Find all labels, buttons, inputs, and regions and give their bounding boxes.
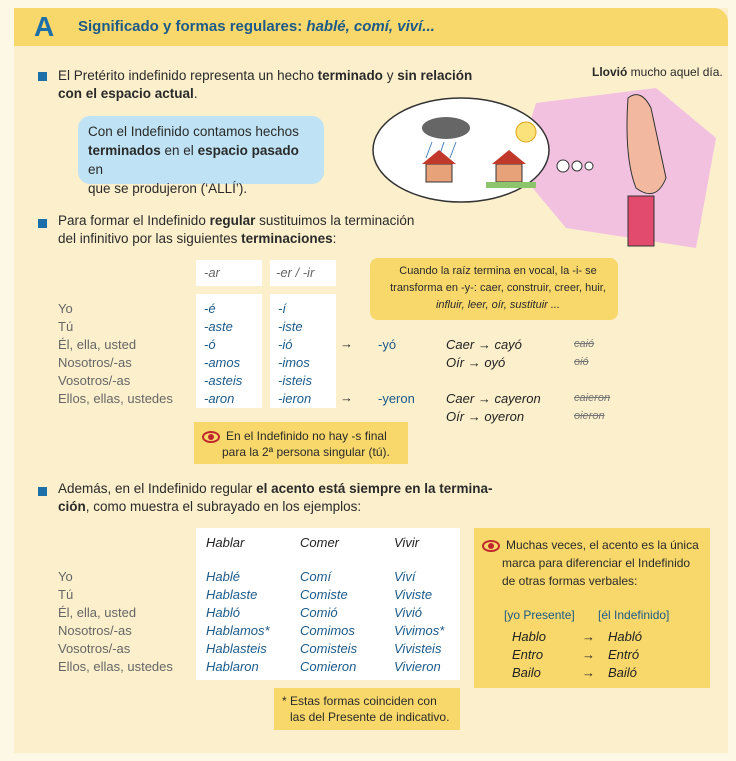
col-erir-header: -er / -ir [276,265,315,280]
ending-yeron: -yeron [378,391,415,406]
arrow-yeron: → [340,390,353,405]
eye-icon [482,540,500,552]
bullet-2 [38,219,47,228]
wrong-caieron: caieron [574,392,611,404]
erir-endings: -í -iste -ió -imos -isteis -ieron [278,301,312,406]
persons-list-1: Yo Tú Él, ella, usted Nosotros/-as Vosotros/-as Ellos, ellas, ustedes [58,301,173,406]
eye-icon [202,431,220,443]
example-cayo: Caer → cayó [446,337,522,352]
wrong-oio: oió [574,356,589,368]
bullet-3 [38,487,47,496]
vivir-forms: Viví Viviste Vivió Vivimos* Vivisteis Vivieron [394,569,445,674]
arrow-yo: → [340,336,353,351]
pair-list-present: Hablo Entro Bailo [512,629,546,680]
header-hablar: Hablar [206,535,245,550]
formation-text: Para formar el Indefinido regular sustituimos la terminación del infinitivo por las siguientes terminaciones: [58,213,415,246]
no-s-note-box: En el Indefinido no hay -s final para la 2ª persona singular (tú). [194,422,408,464]
definition-box: Con el Indefinido contamos hechos terminados en el espacio pasado en que se produjeron (‘ALLÍ’). [78,116,324,184]
persons-list-2: Yo Tú Él, ella, usted Nosotros/-as Vosotros/-as Ellos, ellas, ustedes [58,569,173,674]
footnote-box: * Estas formas coinciden con las del Presente de indicativo. [274,688,460,730]
illustration-caption: Llovió mucho aquel día. [592,65,723,79]
col-ar-header: -ar [204,265,220,280]
pair-list-indefinido: Habló Entró Bailó [608,629,642,680]
example-cayeron: Caer → cayeron [446,391,541,406]
hablar-forms: Hablé Hablaste Habló Hablamos* Hablasteis Hablaron [206,569,270,674]
page [14,8,728,753]
example-oyo: Oír → oyó [446,355,506,370]
bullet-1 [38,72,47,81]
vowel-note-box: Cuando la raíz termina en vocal, la -i- se transforma en -y-: caer, construir, creer, huir, influir, leer, oír, sustituir ... [370,258,618,320]
pair-arrows: → → → [582,629,595,680]
intro-text: El Pretérito indefinido representa un hecho terminado y sin relación con el espacio actual. [58,68,473,101]
ending-yo: -yó [378,337,397,352]
ar-endings: -é -aste -ó -amos -asteis -aron [204,301,243,406]
accent-note-box: Muchas veces, el acento es la única marca para diferenciar el Indefinido de otras formas verbales: [yo Presente] [él Indefinido] Hablo Entro Bailo → → → Habló Entró Bailó [474,528,710,688]
section-title: Significado y formas regulares: hablé, comí, viví... [78,18,435,35]
wrong-caio: caió [574,338,595,350]
present-label: [yo Presente] [504,608,575,622]
comer-forms: Comí Comiste Comió Comimos Comisteis Comieron [300,569,358,674]
wrong-oieron: oieron [574,410,605,422]
header-vivir: Vivir [394,535,420,550]
example-oyeron: Oír → oyeron [446,409,525,424]
indefinido-label: [él Indefinido] [598,608,670,622]
header-comer: Comer [300,535,340,550]
section-letter: A [34,11,55,42]
accent-text: Además, en el Indefinido regular el acento está siempre en la termina- ción, como muestra el subrayado en los ejemplos: [58,481,493,514]
section-header [14,8,728,46]
